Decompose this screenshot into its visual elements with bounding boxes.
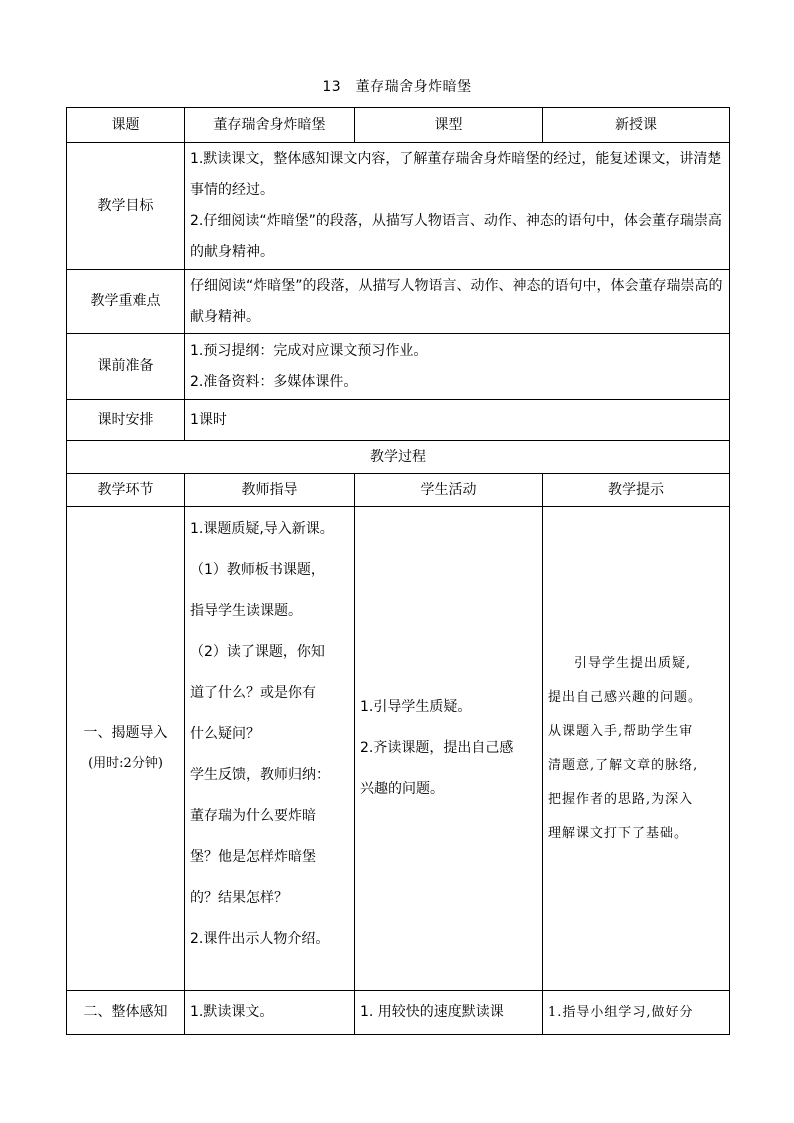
schedule-value: 1课时 xyxy=(185,400,730,441)
student-activity-cell xyxy=(355,507,543,991)
process-title: 教学过程 xyxy=(67,441,730,474)
column-header-stage: 教学环节 xyxy=(67,474,185,507)
type-value: 新授课 xyxy=(543,108,730,143)
process-row-intro xyxy=(67,507,730,991)
teacher-line: 堡？他是怎样炸暗堡 xyxy=(190,849,316,865)
teacher-line: 什么疑问？ xyxy=(190,726,260,742)
teaching-tips-cell xyxy=(543,507,730,991)
column-header-tips: 教学提示 xyxy=(543,474,730,507)
teacher-line: （1）教师板书课题， xyxy=(190,562,325,578)
schedule-row xyxy=(67,400,730,441)
key-points-content xyxy=(185,270,730,334)
objectives-row xyxy=(67,143,730,270)
lesson-plan-table xyxy=(66,107,730,1035)
teacher-line: （2）读了课题，你知 xyxy=(190,644,325,660)
teacher-line: 2.课件出示人物介绍。 xyxy=(190,931,330,947)
tip-line: 把握作者的思路,为深入 xyxy=(548,791,694,807)
preparation-item: 1.预习提纲：完成对应课文预习作业。 xyxy=(190,342,428,359)
teacher-line: 董存瑞为什么要炸暗 xyxy=(190,808,316,824)
objectives-content xyxy=(185,143,730,270)
student-line: 2.齐读课题，提出自己感 xyxy=(360,740,514,756)
objective-item: 1.默读课文，整体感知课文内容，了解董存瑞舍身炸暗堡的经过，能复述课文，讲清楚事情的经过。 xyxy=(190,151,722,198)
tip-line: 1.指导小组学习,做好分 xyxy=(548,1004,694,1020)
key-points-row xyxy=(67,270,730,334)
key-points-label: 教学重难点 xyxy=(67,270,185,334)
topic-label: 课题 xyxy=(67,108,185,143)
preparation-item: 2.准备资料：多媒体课件。 xyxy=(190,373,358,390)
student-line: 兴趣的问题。 xyxy=(360,781,444,797)
tip-line: 理解课文打下了基础。 xyxy=(548,825,689,841)
process-header-row xyxy=(67,474,730,507)
teacher-line: 道了什么？或是你有 xyxy=(190,685,316,701)
document-title: 13 董存瑞舍身炸暗堡 xyxy=(322,79,472,95)
teacher-line: 学生反馈，教师归纳： xyxy=(190,767,330,783)
topic-value: 董存瑞舍身炸暗堡 xyxy=(185,108,355,143)
teacher-line: 指导学生读课题。 xyxy=(190,603,302,619)
column-header-student: 学生活动 xyxy=(355,474,543,507)
process-row-overview xyxy=(67,991,730,1035)
teacher-guidance-cell xyxy=(185,507,355,991)
teacher-guidance-cell: 1.默读课文。 xyxy=(185,991,355,1035)
schedule-label: 课时安排 xyxy=(67,400,185,441)
type-label: 课型 xyxy=(355,108,543,143)
teacher-line: 的？结果怎样？ xyxy=(190,890,288,906)
student-line: 1.引导学生质疑。 xyxy=(360,699,472,715)
tip-line: 提出自己感兴趣的问题。 xyxy=(548,689,703,705)
teaching-tips-cell xyxy=(543,991,730,1035)
column-header-teacher: 教师指导 xyxy=(185,474,355,507)
stage-cell xyxy=(67,507,185,991)
student-activity-cell: 1. 用较快的速度默读课 xyxy=(355,991,543,1035)
objective-item: 2.仔细阅读“炸暗堡”的段落，从描写人物语言、动作、神态的语句中，体会董存瑞崇高的献身精神。 xyxy=(190,213,722,260)
key-points-text: 仔细阅读“炸暗堡”的段落，从描写人物语言、动作、神态的语句中，体会董存瑞崇高的献身精神。 xyxy=(190,277,723,325)
stage-time: (用时:2分钟) xyxy=(88,756,163,772)
process-title-row xyxy=(67,441,730,474)
tip-line: 清题意,了解文章的脉络, xyxy=(548,757,699,773)
objectives-label: 教学目标 xyxy=(67,143,185,270)
stage-name: 二、整体感知 xyxy=(67,991,185,1035)
header-row xyxy=(67,108,730,143)
tip-line: 引导学生提出质疑, xyxy=(574,655,692,671)
teacher-line: 1.课题质疑,导入新课。 xyxy=(190,521,334,537)
stage-name: 一、揭题导入 xyxy=(83,725,168,742)
preparation-row xyxy=(67,334,730,400)
preparation-content xyxy=(185,334,730,400)
tip-line: 从课题入手,帮助学生审 xyxy=(548,723,694,739)
preparation-label: 课前准备 xyxy=(67,334,185,400)
